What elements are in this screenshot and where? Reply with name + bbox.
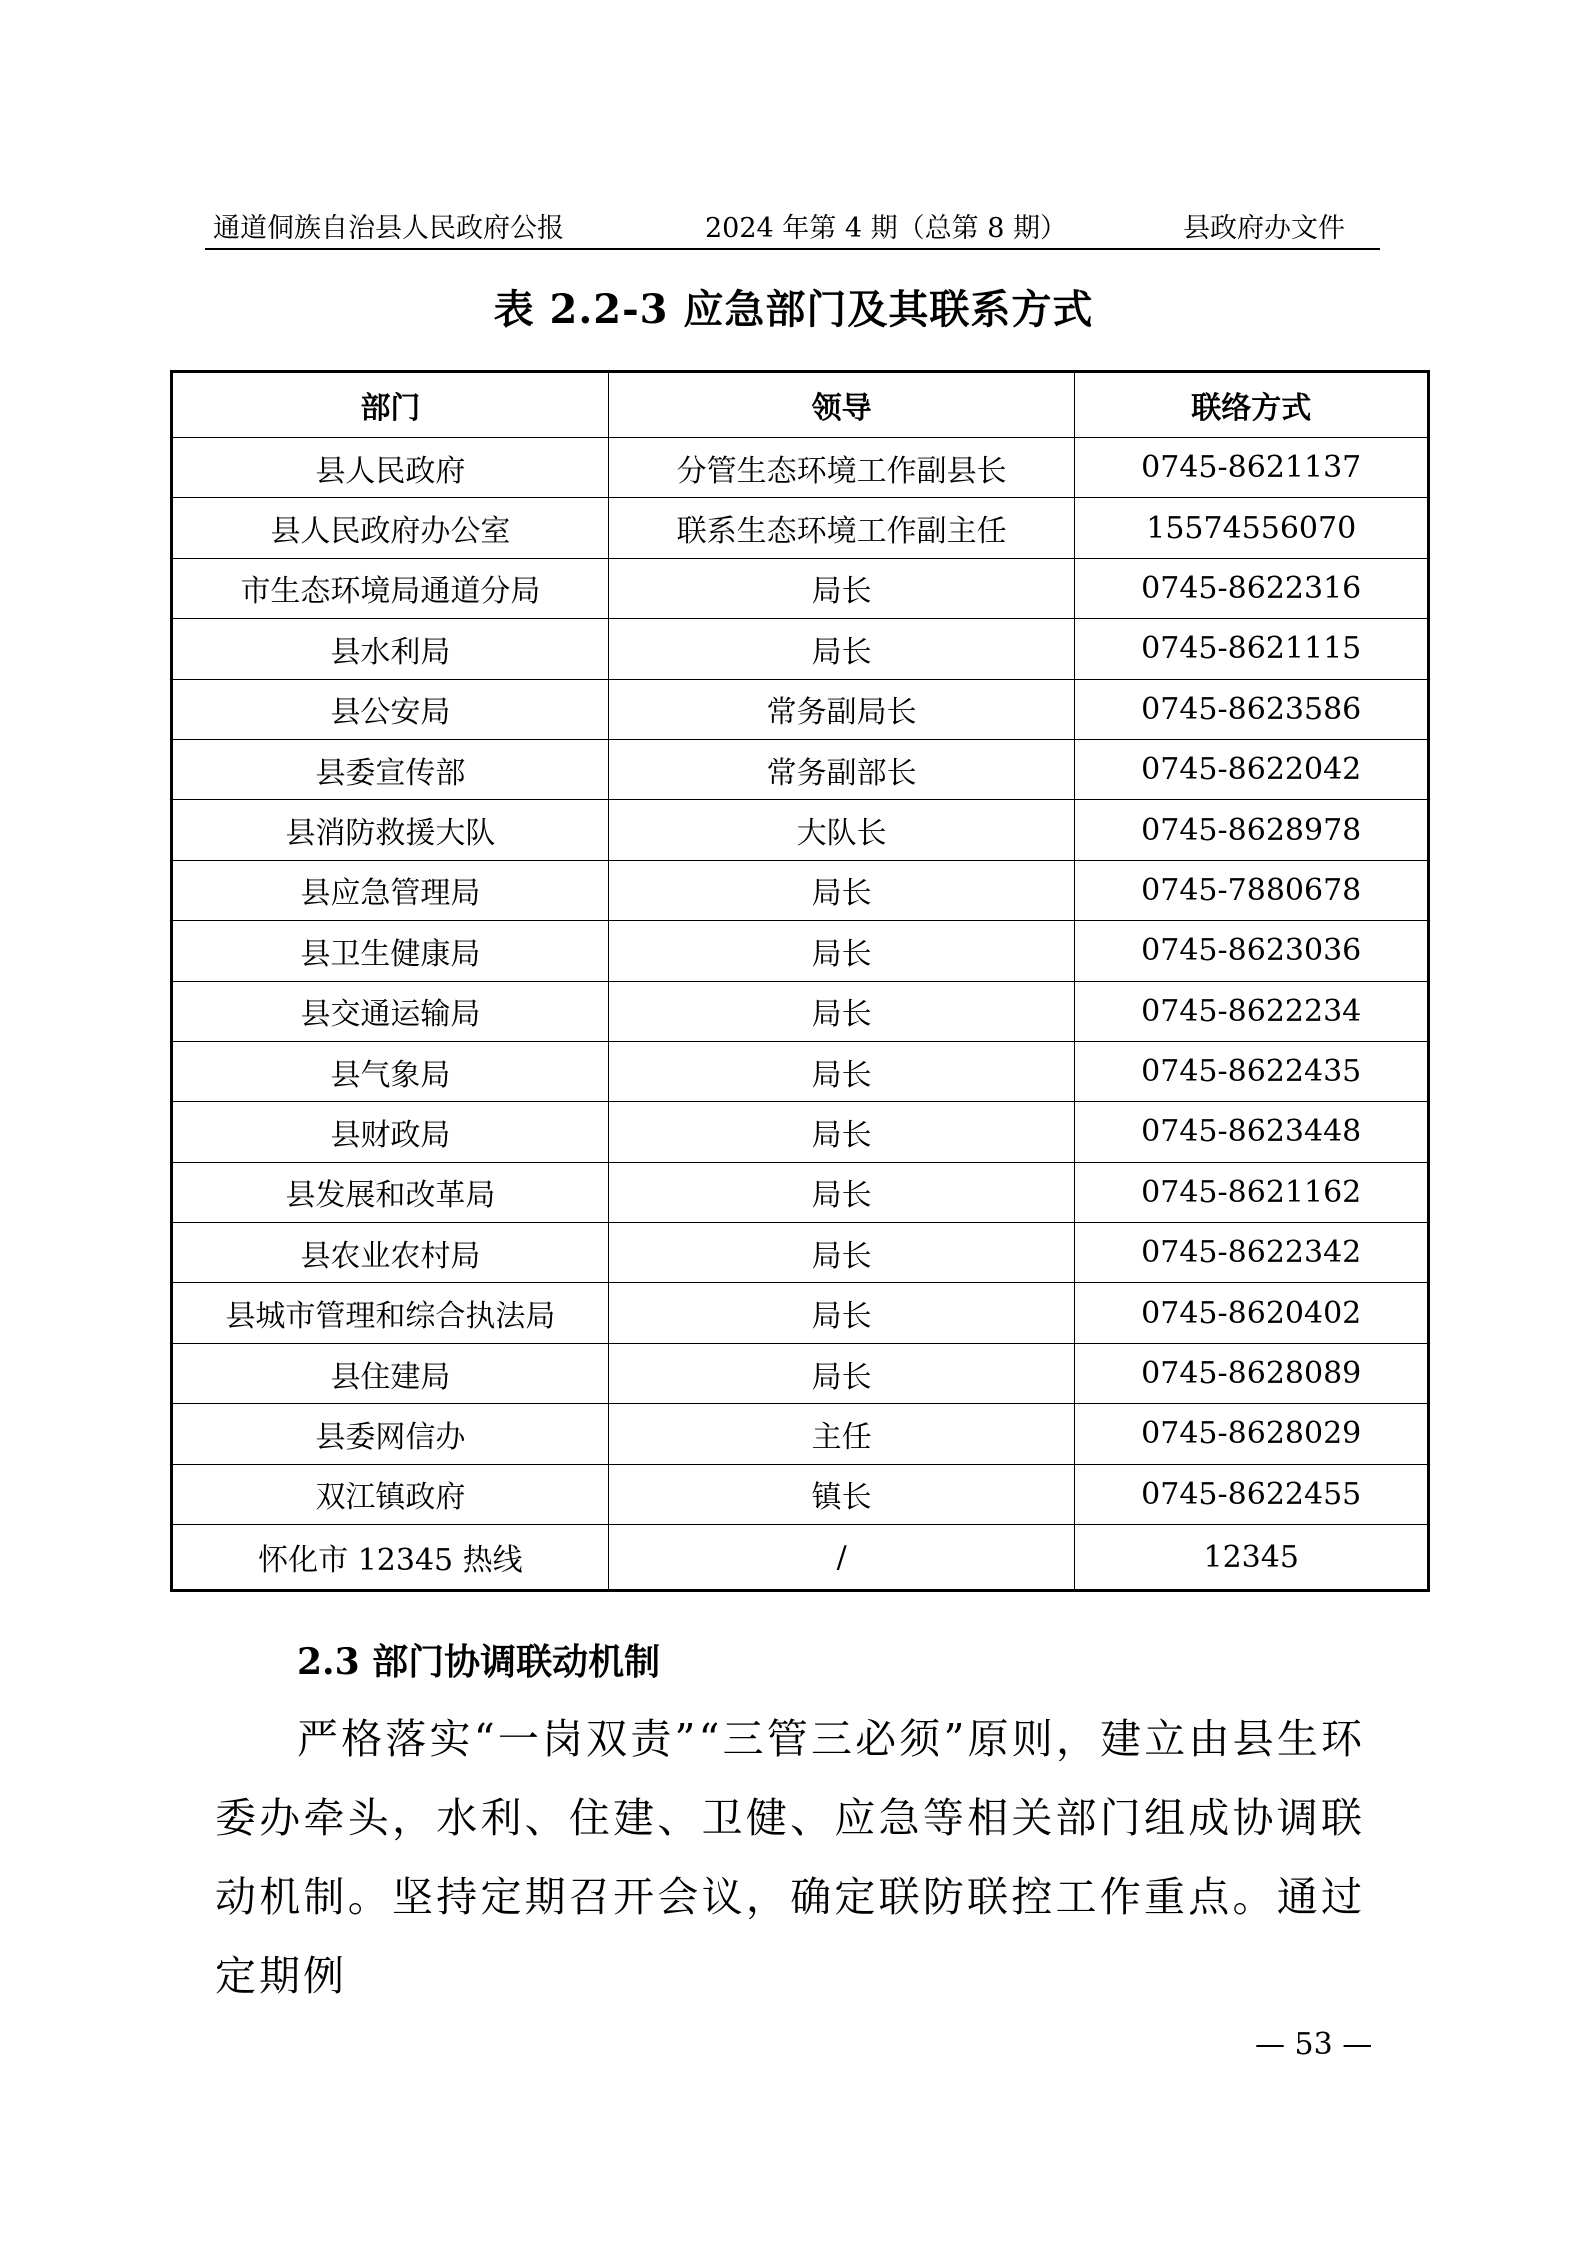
- leader-cell: 局长: [608, 1223, 1075, 1283]
- table-row: [172, 1464, 1429, 1524]
- leader-cell: /: [608, 1525, 1075, 1591]
- table-row: [172, 619, 1429, 679]
- department-cell: 县公安局: [172, 679, 609, 739]
- department-cell: 县交通运输局: [172, 981, 609, 1041]
- contact-cell: 0745-8628089: [1075, 1343, 1429, 1403]
- contact-cell: 0745-8628029: [1075, 1404, 1429, 1464]
- department-cell: 县发展和改革局: [172, 1162, 609, 1222]
- department-cell: 县消防救援大队: [172, 800, 609, 860]
- department-cell: 市生态环境局通道分局: [172, 558, 609, 618]
- department-cell: 县水利局: [172, 619, 609, 679]
- body-paragraph: 严格落实“一岗双责”“三管三必须”原则，建立由县生环委办牵头，水利、住建、卫健、应急等相关部门组成协调联动机制。坚持定期召开会议，确定联防联控工作重点。通过定期例: [215, 1715, 1365, 2000]
- department-cell: 县人民政府办公室: [172, 498, 609, 558]
- contact-cell: 0745-8623036: [1075, 921, 1429, 981]
- contact-cell: 0745-8621162: [1075, 1162, 1429, 1222]
- page-number: — 53 —: [1255, 2027, 1373, 2062]
- leader-cell: 局长: [608, 1343, 1075, 1403]
- table-row: [172, 981, 1429, 1041]
- contact-cell: 0745-8622316: [1075, 558, 1429, 618]
- leader-cell: 局长: [608, 1283, 1075, 1343]
- contact-cell: 0745-8620402: [1075, 1283, 1429, 1343]
- department-cell: 县城市管理和综合执法局: [172, 1283, 609, 1343]
- contact-cell: 0745-8622234: [1075, 981, 1429, 1041]
- header-issue: 2024 年第 4 期（总第 8 期）: [705, 213, 1067, 244]
- contact-table: [170, 370, 1430, 1592]
- header-category: 县政府办文件: [1183, 213, 1345, 244]
- department-cell: 县人民政府: [172, 438, 609, 498]
- table-row: [172, 1525, 1429, 1591]
- contact-cell: 0745-8621115: [1075, 619, 1429, 679]
- leader-cell: 常务副局长: [608, 679, 1075, 739]
- table-row: [172, 860, 1429, 920]
- leader-cell: 联系生态环境工作副主任: [608, 498, 1075, 558]
- contact-cell: 0745-8621137: [1075, 438, 1429, 498]
- table-row: [172, 1162, 1429, 1222]
- leader-cell: 局长: [608, 558, 1075, 618]
- table-row: [172, 498, 1429, 558]
- leader-cell: 局长: [608, 1041, 1075, 1101]
- department-cell: 县委宣传部: [172, 739, 609, 799]
- department-cell: 县应急管理局: [172, 860, 609, 920]
- table-row: [172, 800, 1429, 860]
- leader-cell: 局长: [608, 1162, 1075, 1222]
- department-cell: 县卫生健康局: [172, 921, 609, 981]
- page-header: [205, 210, 1380, 250]
- contact-cell: 0745-8623586: [1075, 679, 1429, 739]
- column-header: 领导: [608, 372, 1075, 438]
- column-header: 部门: [172, 372, 609, 438]
- leader-cell: 常务副部长: [608, 739, 1075, 799]
- table-row: [172, 921, 1429, 981]
- leader-cell: 局长: [608, 921, 1075, 981]
- table-row: [172, 679, 1429, 739]
- leader-cell: 局长: [608, 981, 1075, 1041]
- department-cell: 县住建局: [172, 1343, 609, 1403]
- department-cell: 县农业农村局: [172, 1223, 609, 1283]
- table-row: [172, 739, 1429, 799]
- table-row: [172, 1283, 1429, 1343]
- leader-cell: 局长: [608, 1102, 1075, 1162]
- department-cell: 县财政局: [172, 1102, 609, 1162]
- table-body: [172, 438, 1429, 1591]
- contact-cell: 15574556070: [1075, 498, 1429, 558]
- leader-cell: 局长: [608, 860, 1075, 920]
- contact-cell: 0745-8628978: [1075, 800, 1429, 860]
- table-row: [172, 1041, 1429, 1101]
- table-header-row: [172, 372, 1429, 438]
- department-cell: 县委网信办: [172, 1404, 609, 1464]
- department-cell: 怀化市 12345 热线: [172, 1525, 609, 1591]
- section-heading: 2.3 部门协调联动机制: [297, 1641, 661, 1683]
- contact-cell: 0745-8622455: [1075, 1464, 1429, 1524]
- contact-cell: 0745-8623448: [1075, 1102, 1429, 1162]
- leader-cell: 主任: [608, 1404, 1075, 1464]
- contact-cell: 0745-8622042: [1075, 739, 1429, 799]
- department-cell: 县气象局: [172, 1041, 609, 1101]
- table-row: [172, 1102, 1429, 1162]
- department-cell: 双江镇政府: [172, 1464, 609, 1524]
- table-title: 表 2.2-3 应急部门及其联系方式: [493, 286, 1094, 333]
- contact-cell: 0745-8622435: [1075, 1041, 1429, 1101]
- table-row: [172, 558, 1429, 618]
- column-header: 联络方式: [1075, 372, 1429, 438]
- leader-cell: 镇长: [608, 1464, 1075, 1524]
- leader-cell: 大队长: [608, 800, 1075, 860]
- table-row: [172, 1343, 1429, 1403]
- header-publication: 通道侗族自治县人民政府公报: [213, 213, 564, 244]
- table-row: [172, 1404, 1429, 1464]
- table-row: [172, 438, 1429, 498]
- contact-cell: 0745-8622342: [1075, 1223, 1429, 1283]
- leader-cell: 局长: [608, 619, 1075, 679]
- table-row: [172, 1223, 1429, 1283]
- leader-cell: 分管生态环境工作副县长: [608, 438, 1075, 498]
- contact-cell: 0745-7880678: [1075, 860, 1429, 920]
- contact-cell: 12345: [1075, 1525, 1429, 1591]
